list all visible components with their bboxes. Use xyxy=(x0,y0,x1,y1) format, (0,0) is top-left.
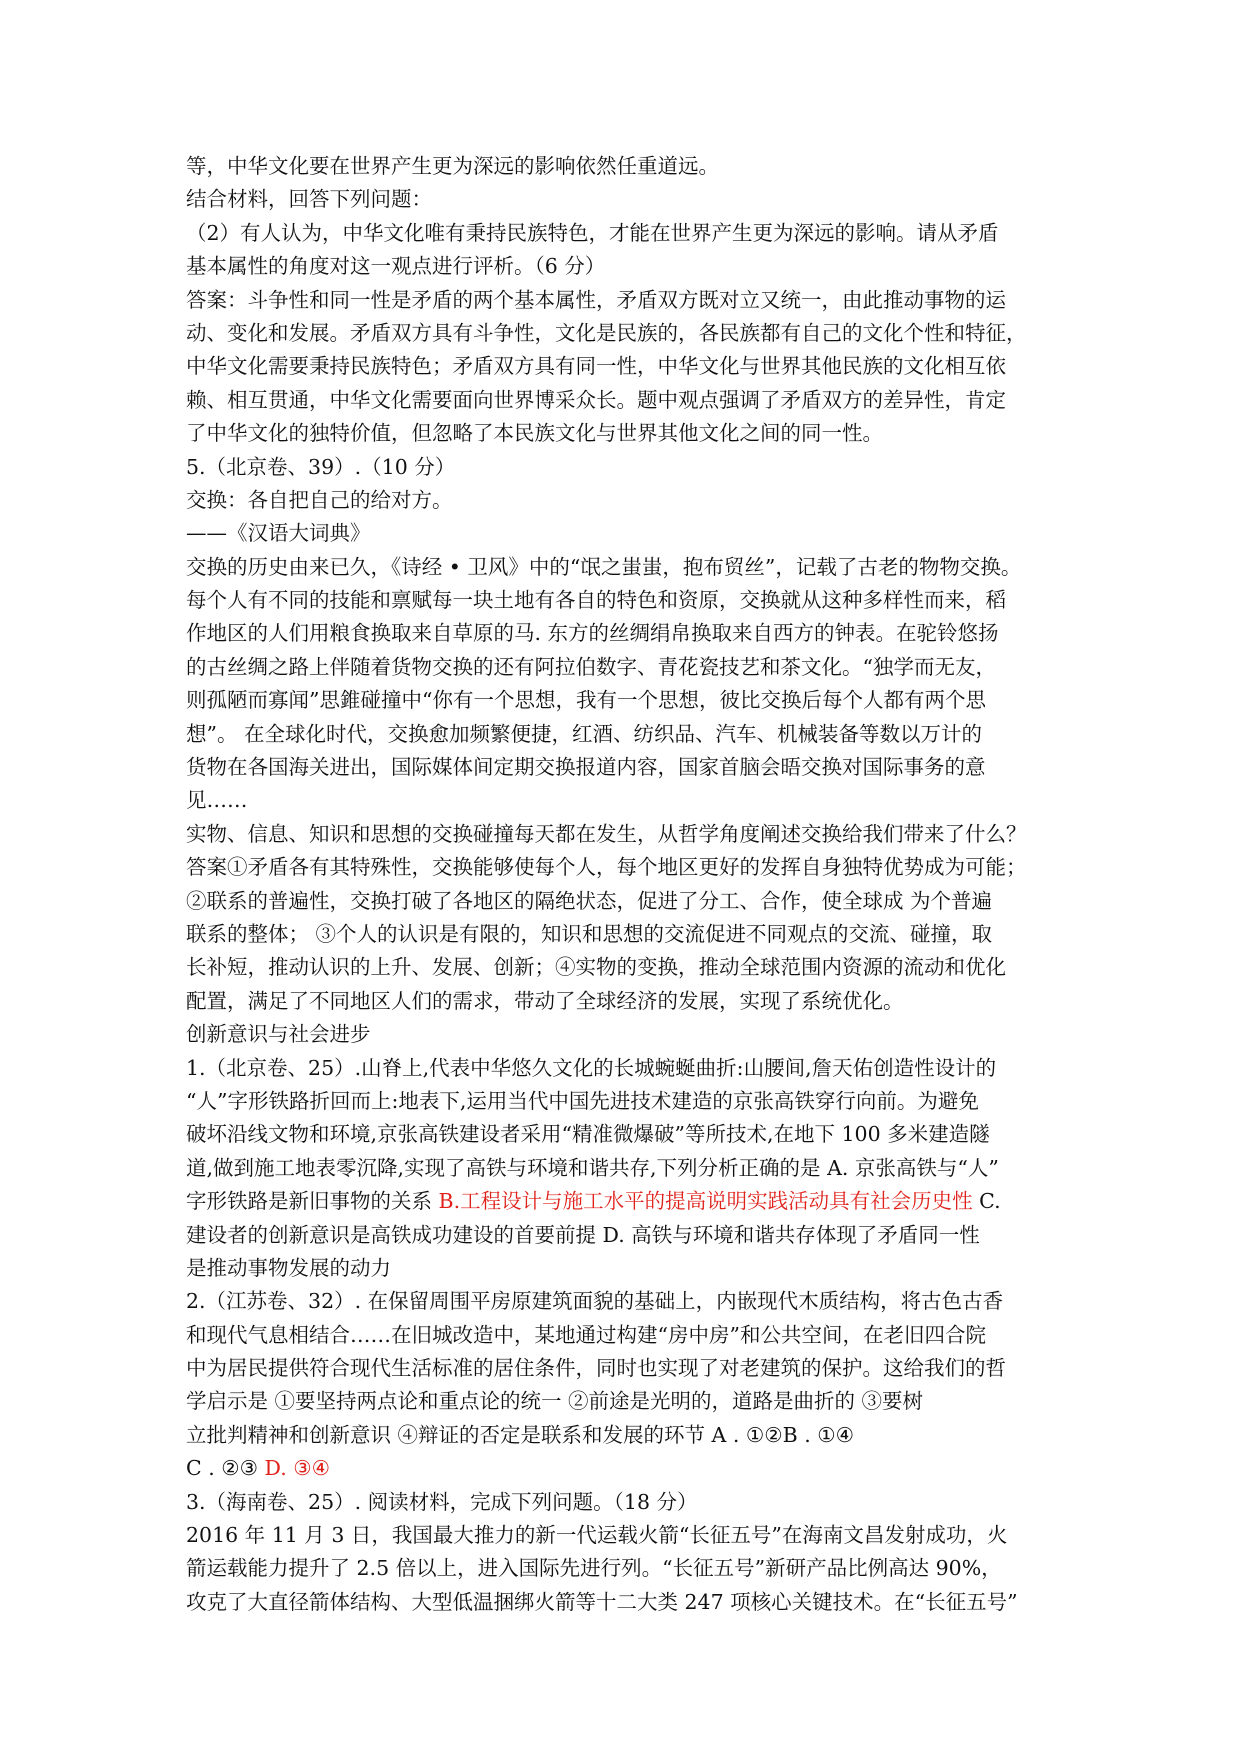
text-line xyxy=(186,1352,1056,1385)
text-segment: 2.（江苏卷、32）. 在保留周围平房原建筑面貌的基础上，内嵌现代木质结构，将古色古香 xyxy=(186,1289,1004,1314)
text-segment: C . ②③ xyxy=(186,1456,265,1481)
text-line xyxy=(186,150,1056,183)
text-segment: 了中华文化的独特价值，但忽略了本民族文化与世界其他文化之间的同一性。 xyxy=(186,421,883,446)
text-line xyxy=(186,1018,1056,1051)
text-segment: 结合材料，回答下列问题： xyxy=(186,187,432,212)
text-segment: 长补短，推动认识的上升、发展、创新；④实物的变换，推动全球范围内资源的流动和优化 xyxy=(186,955,1006,980)
text-segment: 等，中华文化要在世界产生更为深远的影响依然任重道远。 xyxy=(186,154,719,178)
text-segment: 见…… xyxy=(186,788,248,813)
text-line xyxy=(186,1285,1056,1318)
text-line xyxy=(186,718,1056,751)
text-line xyxy=(186,250,1056,283)
text-line xyxy=(186,617,1056,650)
text-line xyxy=(186,851,1056,884)
text-line xyxy=(186,784,1056,817)
text-line xyxy=(186,517,1056,550)
text-segment: 配置，满足了不同地区人们的需求，带动了全球经济的发展，实现了系统优化。 xyxy=(186,988,904,1013)
text-line xyxy=(186,1219,1056,1252)
text-line xyxy=(186,1385,1056,1418)
text-line xyxy=(186,451,1056,484)
text-line xyxy=(186,918,1056,951)
text-line xyxy=(186,1085,1056,1118)
text-segment: 每个人有不同的技能和禀赋每一块土地有各自的特色和资原，交换就从这种多样性而来，稻 xyxy=(186,588,1006,613)
text-segment: 中为居民提供符合现代生活标准的居住条件，同时也实现了对老建筑的保护。这给我们的哲 xyxy=(186,1356,1006,1381)
text-line xyxy=(186,183,1056,216)
text-line xyxy=(186,1486,1056,1519)
text-segment: 道,做到施工地表零沉降,实现了高铁与环境和谐共存,下列分析正确的是 A. 京张高铁与“人” xyxy=(186,1155,999,1180)
text-line xyxy=(186,1452,1056,1485)
text-segment: 建设者的创新意识是高铁成功建设的首要前提 D. 高铁与环境和谐共存体现了矛盾同一性 xyxy=(186,1222,980,1247)
text-segment: “人”字形铁路折回而上:地表下,运用当代中国先进技术建造的京张高铁穿行向前。为避免 xyxy=(186,1088,979,1113)
text-line xyxy=(186,384,1056,417)
text-line xyxy=(186,417,1056,450)
text-line xyxy=(186,284,1056,317)
text-line xyxy=(186,1319,1056,1352)
text-line xyxy=(186,951,1056,984)
text-line xyxy=(186,1419,1056,1452)
text-segment: 则孤陋而寡闻”思錐碰撞中“你有一个思想，我有一个思想，彼比交换后每个人都有两个思 xyxy=(186,688,986,713)
text-line xyxy=(186,818,1056,851)
text-segment: 创新意识与社会进步 xyxy=(186,1022,371,1047)
text-segment: 联系的整体； ③个人的认识是有限的，知识和思想的交流促进不同观点的交流、碰撞，取 xyxy=(186,921,993,946)
text-segment: 和现代气息相结合……在旧城改造中，某地通过构建“房中房”和公共空间，在老旧四合院 xyxy=(186,1322,986,1347)
text-segment: （2）有人认为，中华文化唯有秉持民族特色，才能在世界产生更为深远的影响。请从矛盾 xyxy=(186,220,999,245)
text-segment: 学启示是 ①要坚持两点论和重点论的统一 ②前途是光明的，道路是曲折的 ③要树 xyxy=(186,1389,924,1414)
text-segment: 2016 年 11 月 3 日，我国最大推力的新一代运载火箭“长征五号”在海南文昌发射成功，火 xyxy=(186,1523,1008,1548)
text-line xyxy=(186,217,1056,250)
text-line xyxy=(186,1252,1056,1285)
text-segment: 赖、相互贯通，中华文化需要面向世界博采众长。题中观点强调了矛盾双方的差异性，肯定 xyxy=(186,387,1006,412)
text-line xyxy=(186,1152,1056,1185)
text-line xyxy=(186,684,1056,717)
text-segment: 立批判精神和创新意识 ④辩证的否定是联系和发展的环节 A . ①②B . ①④ xyxy=(186,1422,855,1447)
text-segment: 5.（北京卷、39）.（10 分） xyxy=(186,454,456,479)
text-segment: 3.（海南卷、25）. 阅读材料，完成下列问题。（18 分） xyxy=(186,1489,698,1514)
text-segment: 想”。 在全球化时代，交换愈加频繁便捷，红酒、纺织品、汽车、机械装备等数以万计的 xyxy=(186,721,982,746)
text-segment: 攻克了大直径箭体结构、大型低温捆绑火箭等十二大类 247 项核心关键技术。在“长征五号” xyxy=(186,1589,1018,1614)
text-line xyxy=(186,484,1056,517)
text-segment: 实物、信息、知识和思想的交换碰撞每天都在发生，从哲学角度阐述交换给我们带来了什么？ xyxy=(186,821,1027,846)
text-segment: 中华文化需要秉持民族特色；矛盾双方具有同一性，中华文化与世界其他民族的文化相互依 xyxy=(186,354,1006,379)
text-line xyxy=(186,885,1056,918)
text-segment: 交换的历史由来已久，《诗经 • 卫风》中的“氓之蚩蚩，抱布贸丝”，记载了古老的物物交换。 xyxy=(186,554,1022,579)
text-segment: 是推动事物发展的动力 xyxy=(186,1255,391,1280)
answer-highlight: B.工程设计与施工水平的提高说明实践活动具有社会历史性 xyxy=(438,1189,973,1214)
text-line xyxy=(186,584,1056,617)
answer-highlight: D. ③④ xyxy=(264,1456,331,1481)
text-segment: 破坏沿线文物和环境,京张高铁建设者采用“精准微爆破”等所技术,在地下 100 多米建造隧 xyxy=(186,1122,990,1147)
text-line xyxy=(186,1118,1056,1151)
text-line xyxy=(186,751,1056,784)
text-segment: 基本属性的角度对这一观点进行评析。（6 分） xyxy=(186,254,606,279)
text-segment: 1.（北京卷、25）.山脊上,代表中华悠久文化的长城蜿蜒曲折:山腰间,詹天佑创造性设计的 xyxy=(186,1055,997,1080)
text-segment: C. xyxy=(972,1189,1001,1214)
text-segment: ——《汉语大词典》 xyxy=(186,521,371,546)
text-segment: 答案①矛盾各有其特殊性，交换能够使每个人，每个地区更好的发挥自身独特优势成为可能； xyxy=(186,855,1027,880)
text-segment: 动、变化和发展。矛盾双方具有斗争性，文化是民族的，各民族都有自己的文化个性和特征， xyxy=(186,320,1027,345)
text-line xyxy=(186,1185,1056,1218)
text-line xyxy=(186,651,1056,684)
text-segment: 交换：各自把自己的给对方。 xyxy=(186,487,453,512)
text-line xyxy=(186,350,1056,383)
text-segment: 的古丝绸之路上伴随着货物交换的还有阿拉伯数字、青花瓷技艺和茶文化。“独学而无友， xyxy=(186,654,996,679)
text-segment: 货物在各国海关进出，国际媒体间定期交换报道内容，国家首脑会晤交换对国际事务的意 xyxy=(186,755,986,780)
text-segment: 字形铁路是新旧事物的关系 xyxy=(186,1189,439,1214)
text-segment: 箭运载能力提升了 2.5 倍以上，进入国际先进行列。“长征五号”新研产品比例高达 90%， xyxy=(186,1556,1002,1581)
document-body xyxy=(186,150,1056,1619)
text-line xyxy=(186,1586,1056,1619)
text-line xyxy=(186,551,1056,584)
text-segment: 作地区的人们用粮食换取来自草原的马. 东方的丝绸绢帛换取来自西方的钟表。在驼铃悠扬 xyxy=(186,621,999,646)
text-line xyxy=(186,1552,1056,1585)
text-segment: 答案：斗争性和同一性是矛盾的两个基本属性，矛盾双方既对立又统一，由此推动事物的运 xyxy=(186,287,1006,312)
text-segment: ②联系的普遍性，交换打破了各地区的隔绝状态，促进了分工、合作，使全球成 为个普遍 xyxy=(186,888,993,913)
text-line xyxy=(186,1519,1056,1552)
text-line xyxy=(186,317,1056,350)
text-line xyxy=(186,1052,1056,1085)
text-line xyxy=(186,985,1056,1018)
